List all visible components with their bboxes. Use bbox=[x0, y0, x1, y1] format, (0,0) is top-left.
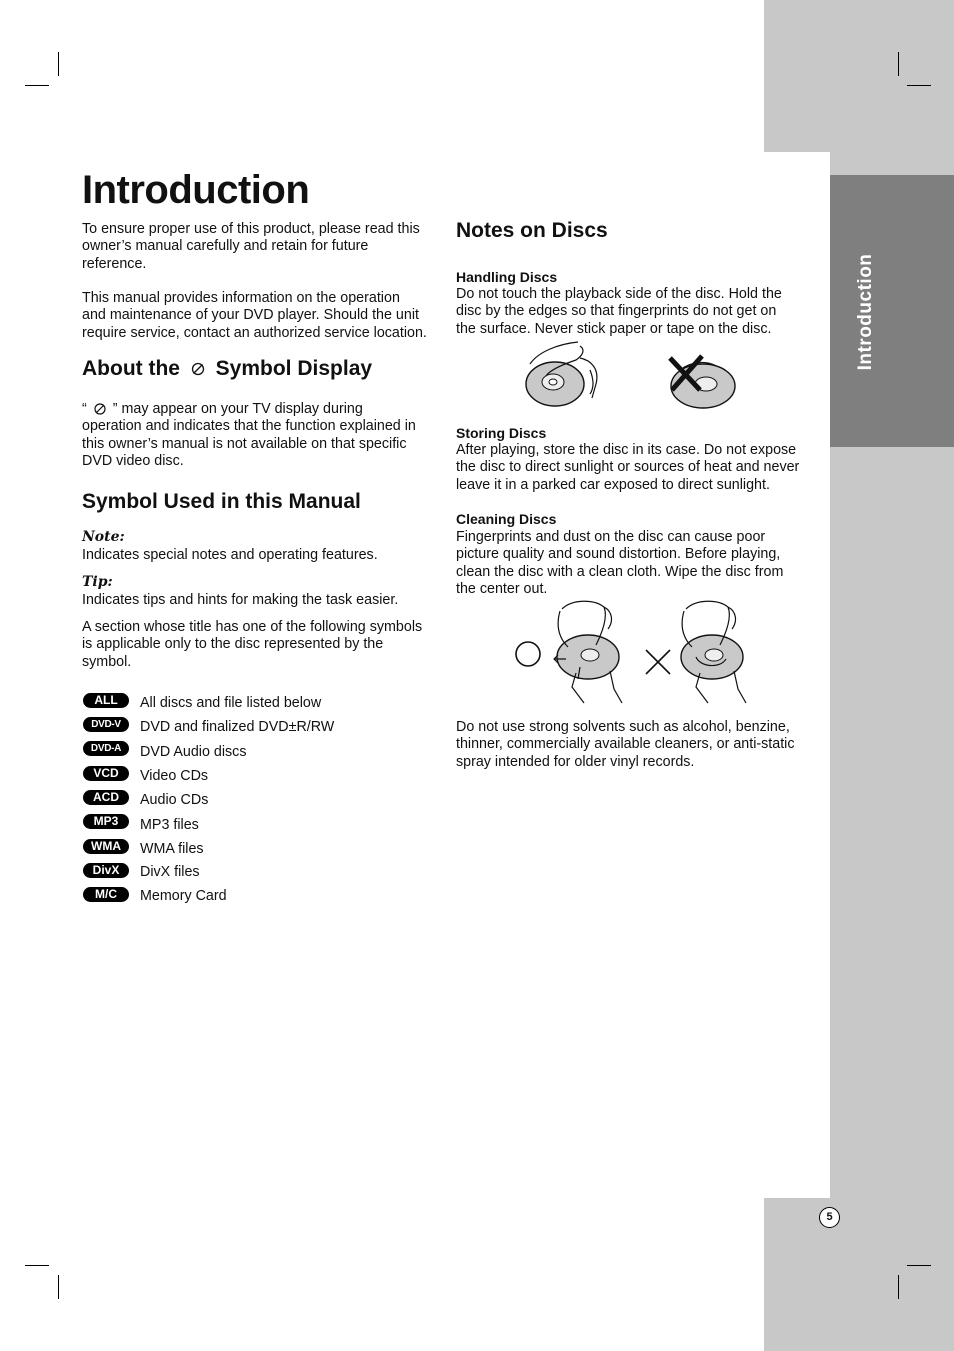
correct-circle-icon bbox=[516, 642, 540, 666]
text-line: reference. bbox=[82, 255, 147, 272]
text-line: this owner’s manual is not available on that specific bbox=[82, 435, 407, 452]
wrong-wipe-disc-icon bbox=[681, 601, 746, 703]
sidebar-band-bottom bbox=[764, 1198, 954, 1351]
symbol-description: WMA files bbox=[140, 841, 204, 857]
symbol-description: Video CDs bbox=[140, 768, 209, 784]
disc-handling-illustration bbox=[520, 340, 750, 412]
intro-paragraph-1 bbox=[82, 221, 420, 273]
text-line: To ensure proper use of this product, please read this bbox=[82, 221, 420, 237]
text-line: A section whose title has one of the following symbols bbox=[82, 619, 423, 635]
symbol-description: MP3 files bbox=[140, 817, 199, 833]
about-symbol-heading bbox=[82, 357, 372, 381]
badge-dvd-a: DVD-A bbox=[83, 741, 129, 756]
prohibited-icon bbox=[93, 402, 107, 416]
badge-acd: ACD bbox=[83, 790, 129, 805]
correct-hold-disc-icon bbox=[526, 342, 597, 406]
text-line: This manual provides information on the operation bbox=[82, 290, 400, 306]
note-label: Note: bbox=[82, 529, 125, 545]
symbol-description: All discs and file listed below bbox=[140, 695, 322, 711]
text-line: DVD video disc. bbox=[82, 452, 184, 469]
crop-mark bbox=[25, 85, 49, 86]
open-quote: “ bbox=[82, 401, 87, 417]
page-title: Introduction bbox=[82, 168, 310, 212]
wrong-cross-icon bbox=[646, 650, 670, 674]
tip-label: Tip: bbox=[82, 574, 113, 590]
symbol-description: DVD and finalized DVD±R/RW bbox=[140, 719, 335, 735]
notes-on-discs-heading: Notes on Discs bbox=[456, 219, 608, 242]
symbol-description: DVD Audio discs bbox=[140, 744, 247, 760]
text-line: owner’s manual carefully and retain for future bbox=[82, 238, 369, 255]
text-line: leave it in a parked car exposed to direct sunlight. bbox=[456, 476, 770, 493]
text-fragment: ” may appear on your TV display during bbox=[112, 401, 363, 417]
badge-memory-card: M/C bbox=[83, 887, 129, 902]
crop-mark bbox=[898, 1275, 899, 1299]
cleaning-discs-title: Cleaning Discs bbox=[456, 511, 557, 527]
symbol-description: Audio CDs bbox=[140, 792, 209, 808]
text-line: symbol. bbox=[82, 653, 132, 670]
badge-vcd: VCD bbox=[83, 766, 129, 781]
text-line: thinner, commercially available cleaners, or anti-static bbox=[456, 736, 795, 753]
text-line: clean the disc with a clean cloth. Wipe the disc from bbox=[456, 563, 784, 580]
handling-discs-text bbox=[456, 286, 782, 338]
text-line: the center out. bbox=[456, 580, 548, 597]
section-tab-label: Introduction bbox=[855, 253, 876, 371]
symbol-description: Memory Card bbox=[140, 888, 227, 904]
badge-all: ALL bbox=[83, 693, 129, 708]
storing-discs-text bbox=[456, 442, 799, 494]
symbol-description: DivX files bbox=[140, 864, 200, 880]
crop-mark bbox=[25, 1265, 49, 1266]
badge-wma: WMA bbox=[83, 839, 129, 854]
handling-discs-title: Handling Discs bbox=[456, 269, 558, 285]
cleaning-discs-text bbox=[456, 529, 783, 598]
text-line bbox=[82, 401, 416, 418]
note-text: Indicates special notes and operating features. bbox=[82, 547, 378, 563]
solvents-warning-text bbox=[456, 719, 795, 771]
text-line: operation and indicates that the function explained in bbox=[82, 418, 416, 435]
crop-mark bbox=[907, 85, 931, 86]
crop-mark bbox=[907, 1265, 931, 1266]
disc-cleaning-illustration bbox=[510, 597, 760, 707]
text-line: Do not use strong solvents such as alcohol, benzine, bbox=[456, 719, 790, 735]
text-line: spray intended for older vinyl records. bbox=[456, 753, 695, 770]
prohibited-icon bbox=[190, 361, 206, 377]
badge-mp3: MP3 bbox=[83, 814, 129, 829]
crop-mark bbox=[898, 52, 899, 76]
symbol-manual-heading: Symbol Used in this Manual bbox=[82, 490, 361, 513]
text-line: disc by the edges so that fingerprints do not get on bbox=[456, 303, 777, 320]
text-line: the disc to direct sunlight or sources of heat and never bbox=[456, 459, 800, 476]
wrong-hold-disc-icon bbox=[670, 356, 735, 408]
text-line: and maintenance of your DVD player. Should the unit bbox=[82, 307, 419, 324]
storing-discs-title: Storing Discs bbox=[456, 425, 547, 441]
badge-dvd-v: DVD-V bbox=[83, 717, 129, 732]
tip-text: Indicates tips and hints for making the task easier. bbox=[82, 592, 399, 608]
heading-text: About the bbox=[82, 357, 180, 380]
text-line: After playing, store the disc in its case. Do not expose bbox=[456, 442, 797, 458]
text-line: the surface. Never stick paper or tape on the disc. bbox=[456, 320, 772, 337]
sidebar-band-top bbox=[764, 0, 954, 152]
text-line: picture quality and sound distortion. Before playing, bbox=[456, 546, 781, 563]
crop-mark bbox=[58, 1275, 59, 1299]
text-line: require service, contact an authorized service location. bbox=[82, 324, 427, 341]
text-line: Do not touch the playback side of the disc. Hold the bbox=[456, 286, 782, 302]
text-line: Fingerprints and dust on the disc can cause poor bbox=[456, 529, 766, 545]
about-symbol-paragraph bbox=[82, 401, 416, 470]
heading-text: Symbol Display bbox=[215, 357, 373, 380]
section-tab bbox=[830, 175, 954, 447]
badge-divx: DivX bbox=[83, 863, 129, 878]
intro-paragraph-2 bbox=[82, 290, 427, 342]
text-line: is applicable only to the disc represented by the bbox=[82, 636, 384, 653]
correct-wipe-disc-icon bbox=[554, 601, 622, 703]
section-symbols-paragraph bbox=[82, 619, 422, 671]
crop-mark bbox=[58, 52, 59, 76]
page-number: 5 bbox=[819, 1207, 840, 1228]
